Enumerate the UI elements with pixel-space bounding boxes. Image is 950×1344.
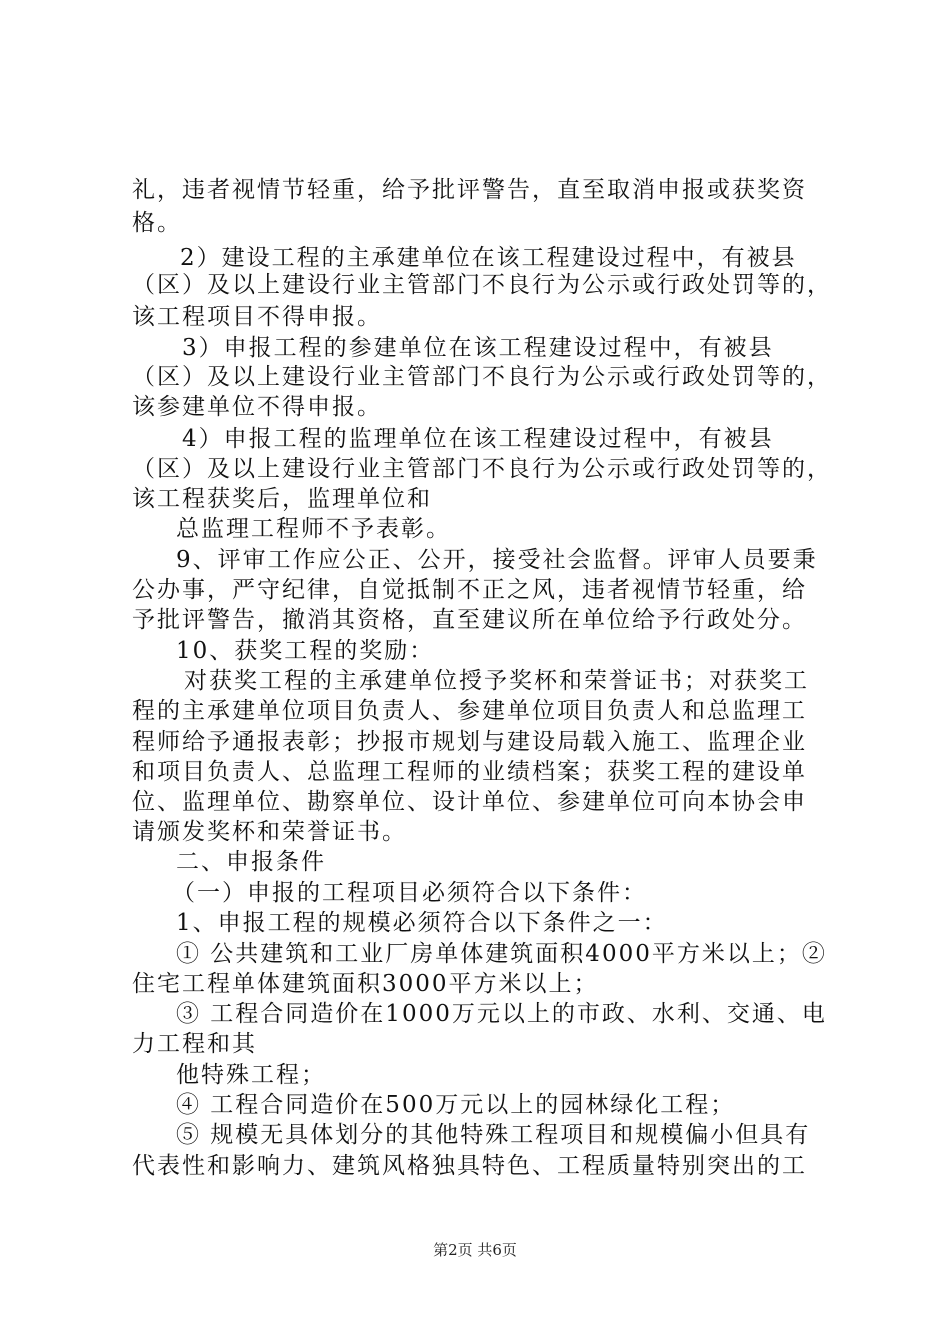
text-line: 礼，违者视情节轻重，给予批评警告，直至取消申报或获奖资	[132, 177, 807, 203]
text-line: ① 公共建筑和工业厂房单体建筑面积4000平方米以上；②	[176, 941, 827, 967]
text-line: 请颁发奖杯和荣誉证书。	[132, 819, 407, 845]
text-line: 该参建单位不得申报。	[132, 394, 382, 420]
text-line: （一）申报的工程项目必须符合以下条件：	[172, 880, 647, 906]
text-line: 总监理工程师不予表彰。	[176, 516, 451, 542]
text-line: 格。	[132, 210, 182, 236]
text-line: 程师给予通报表彰；抄报市规划与建设局载入施工、监理企业	[132, 729, 807, 755]
text-line: 10、获奖工程的奖励：	[176, 638, 435, 664]
text-line: （区）及以上建设行业主管部门不良行为公示或行政处罚等的，	[132, 456, 832, 482]
text-line: 和项目负责人、总监理工程师的业绩档案；获奖工程的建设单	[132, 759, 807, 785]
text-line: 代表性和影响力、建筑风格独具特色、工程质量特别突出的工	[132, 1153, 807, 1179]
text-line: 他特殊工程；	[176, 1062, 326, 1088]
text-line: 9、评审工作应公正、公开，接受社会监督。评审人员要秉	[176, 547, 818, 573]
text-line: 1、申报工程的规模必须符合以下条件之一：	[176, 910, 668, 936]
text-line: ⑤ 规模无具体划分的其他特殊工程项目和规模偏小但具有	[176, 1122, 811, 1148]
text-line: 该工程获奖后，监理单位和	[132, 486, 432, 512]
text-line: ④ 工程合同造价在500万元以上的园林绿化工程；	[176, 1092, 736, 1118]
text-line: 2）建设工程的主承建单位在该工程建设过程中，有被县	[180, 245, 797, 271]
text-line: （区）及以上建设行业主管部门不良行为公示或行政处罚等的，	[132, 272, 832, 298]
text-line: 位、监理单位、勘察单位、设计单位、参建单位可向本协会申	[132, 789, 807, 815]
text-line: 公办事，严守纪律，自觉抵制不正之风，违者视情节轻重，给	[132, 577, 807, 603]
text-line: 程的主承建单位项目负责人、参建单位项目负责人和总监理工	[132, 698, 807, 724]
text-line: ③ 工程合同造价在1000万元以上的市政、水利、交通、电	[176, 1001, 827, 1027]
text-line: 力工程和其	[132, 1031, 257, 1057]
text-line: 该工程项目不得申报。	[132, 304, 382, 330]
text-line: 3）申报工程的参建单位在该工程建设过程中，有被县	[182, 335, 774, 361]
text-line: 二、申报条件	[176, 849, 326, 875]
text-line: 住宅工程单体建筑面积3000平方米以上；	[132, 971, 599, 997]
text-line: （区）及以上建设行业主管部门不良行为公示或行政处罚等的，	[132, 364, 832, 390]
text-line: 予批评警告，撤消其资格，直至建议所在单位给予行政处分。	[132, 607, 807, 633]
text-line: 对获奖工程的主承建单位授予奖杯和荣誉证书；对获奖工	[184, 668, 809, 694]
page-number-footer: 第2页 共6页	[433, 1241, 517, 1259]
text-line: 4）申报工程的监理单位在该工程建设过程中，有被县	[182, 426, 774, 452]
